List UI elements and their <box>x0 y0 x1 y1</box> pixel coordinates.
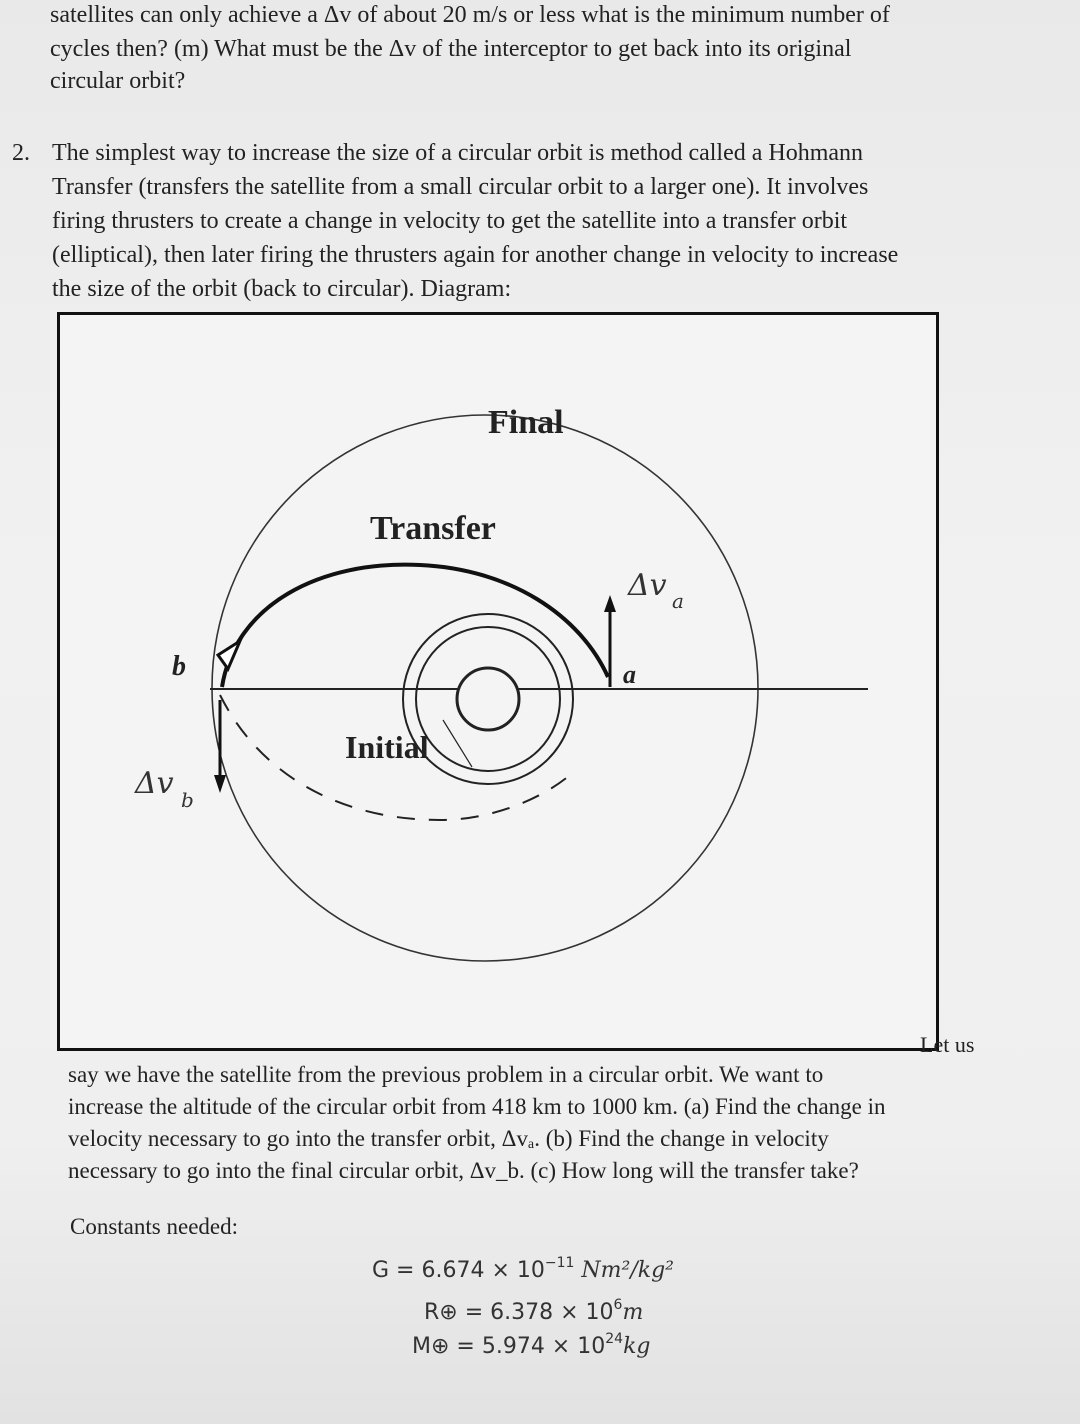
a-point-label: a <box>623 660 636 689</box>
dvb-arrow-head <box>214 775 226 793</box>
let-us-text: Let us <box>920 1032 975 1057</box>
gravitational-constant <box>372 1255 674 1283</box>
question-number: 2. <box>12 140 30 166</box>
dvb-label: Δv <box>135 766 174 801</box>
transfer-arrow-head <box>218 641 240 669</box>
paragraph-line: increase the altitude of the circular orbit from 418 km to 1000 km. (a) Find the change in <box>68 1094 886 1119</box>
question-line: (elliptical), then later firing the thrusters again for another change in velocity to increase <box>52 242 899 268</box>
m-unit: kg <box>623 1334 651 1359</box>
diagram-svg <box>60 315 936 1048</box>
dva-label: Δv <box>628 568 667 603</box>
paragraph-line: necessary to go into the final circular orbit, Δv_b. (c) How long will the transfer take? <box>68 1158 859 1183</box>
constants-label: Constants needed: <box>70 1214 238 1239</box>
r-value: R⊕ = 6.378 × 10 <box>424 1300 614 1325</box>
final-label: Final <box>488 404 564 441</box>
transfer-label: Transfer <box>370 510 496 547</box>
g-value: G = 6.674 × 10 <box>372 1258 545 1283</box>
question-line: firing thrusters to create a change in velocity to get the satellite into a transfer orbit <box>52 208 848 234</box>
g-unit: Nm²/kg² <box>581 1258 674 1283</box>
b-point-label: b <box>172 651 186 682</box>
question-line: Transfer (transfers the satellite from a small circular orbit to a larger one). It involves <box>52 174 869 200</box>
r-unit: m <box>622 1300 644 1325</box>
paragraph-line: velocity necessary to go into the transfer orbit, Δvₐ. (b) Find the change in velocity <box>68 1126 829 1151</box>
initial-label: Initial <box>345 729 429 765</box>
earth-mass <box>412 1331 651 1359</box>
m-value: M⊕ = 5.974 × 10 <box>412 1334 606 1359</box>
earth <box>457 668 519 730</box>
dva-subscript: a <box>672 589 684 613</box>
dva-arrow-head <box>604 595 616 612</box>
paragraph-line: say we have the satellite from the previous problem in a circular orbit. We want to <box>68 1062 824 1087</box>
r-exponent: 6 <box>613 1297 623 1313</box>
m-exponent: 24 <box>605 1331 624 1347</box>
earth-radius <box>424 1297 644 1325</box>
top-text-line-1: satellites can only achieve a Δv of about 20 m/s or less what is the minimum number of <box>50 2 890 28</box>
initial-leader-line <box>443 720 472 767</box>
transfer-orbit-solid <box>222 565 608 687</box>
top-text-line-2: cycles then? (m) What must be the Δv of the interceptor to get back into its original <box>50 36 852 62</box>
g-exponent: −11 <box>544 1255 575 1271</box>
hohmann-transfer-diagram <box>57 312 939 1051</box>
question-line: the size of the orbit (back to circular). Diagram: <box>52 276 512 302</box>
top-text-line-3: circular orbit? <box>50 68 186 94</box>
question-line: The simplest way to increase the size of a circular orbit is method called a Hohmann <box>52 140 864 166</box>
dvb-subscript: b <box>181 788 194 812</box>
